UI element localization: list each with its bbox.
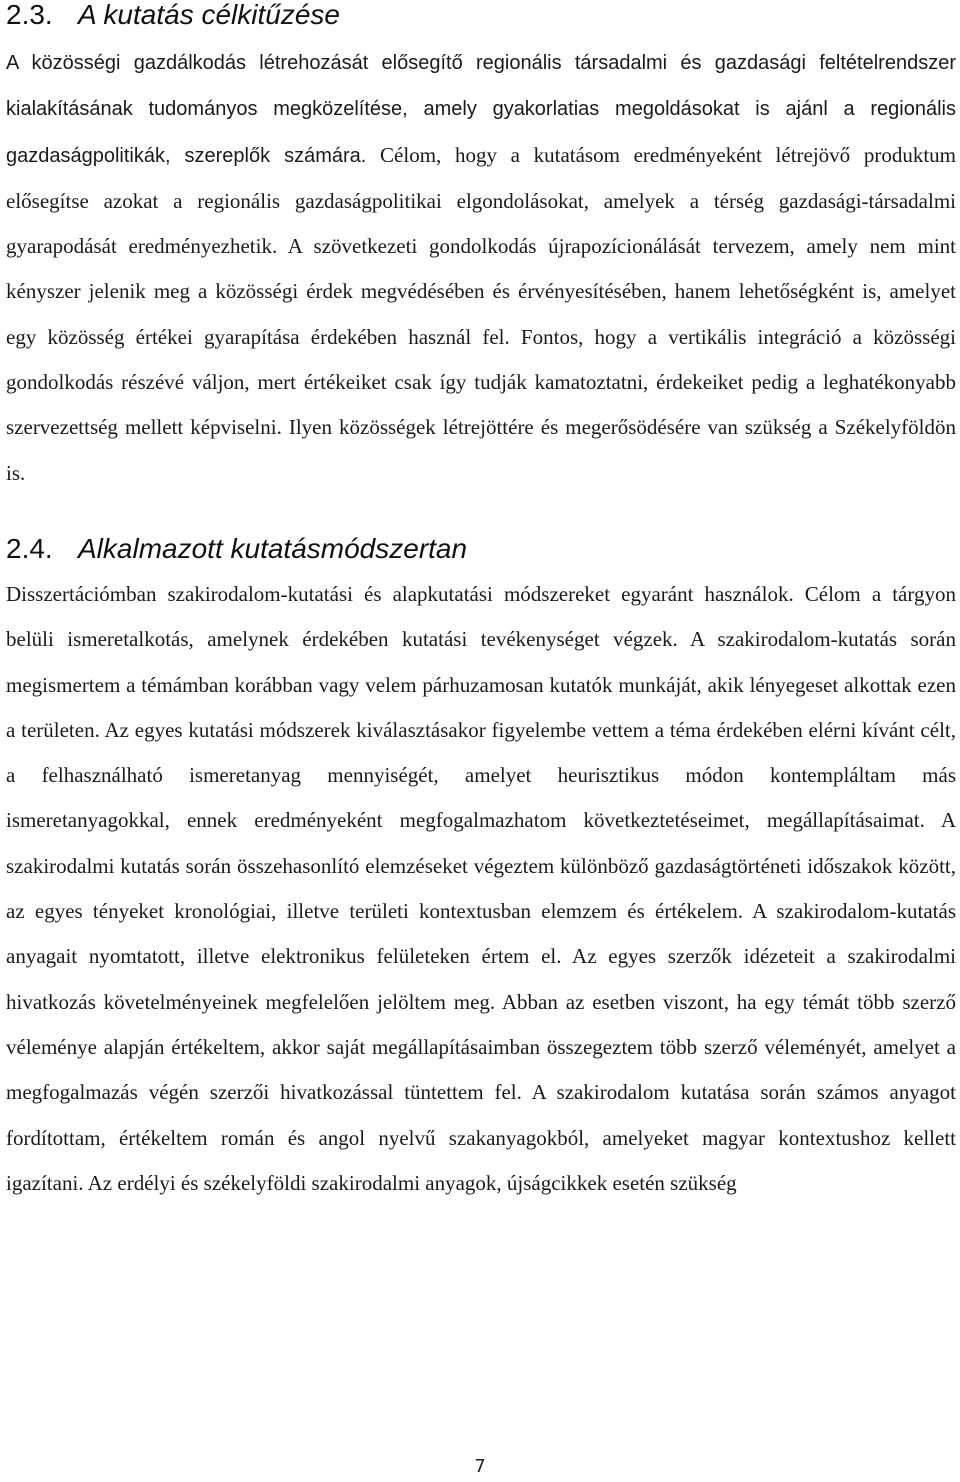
section-number: 2.4. xyxy=(6,532,53,564)
section-paragraph-methodology: Disszertációmban szakirodalom-kutatási és alapkutatási módszereket egyaránt használok. Célom a tárgyon belüli ismeretalkotás, amelynek érdekében kutatási tevékenységet végzek. A szakirodalom-kutatás során megismertem a témámban korábban vagy velem párhuzamosan kutatók munkáját, akik lényegeset alkottak ezen a területen. Az egyes kutatási módszerek kiválasztásakor figyelembe vettem a téma érdekében elérni kívánt célt, a felhasználható ismeretanyag mennyiségét, amelyet heurisztikus módon kontempláltam más ismeretanyagokkal, ennek eredményeként megfogalmazhatom következtetéseimet, megállapításaimat. A szakirodalmi kutatás során összehasonlító elemzéseket végeztem különböző gazdaságtörténeti időszakok között, az egyes tényeket kronológiai, illetve területi kontextusban elemzem és értékelem. A szakirodalom-kutatás anyagait nyomtatott, illetve elektronikus felületeken értem el. Az egyes szerzők idézeteit a szakirodalmi hivatkozás követelményeinek megfelelően jelöltem meg. Abban az esetben viszont, ha egy témát több szerző véleménye alapján értékeltem, akkor saját megállapításaimban összegeztem több szerző véleményét, amelyet a megfogalmazás végén szerzői hivatkozással tüntettem fel. A szakirodalom kutatása során számos anyagot fordítottam, értékeltem román és angol nyelvű szakanyagokból, amelyeket magyar kontextushoz kellett igazítani. Az erdélyi és székelyföldi szakirodalmi anyagok, újságcikkek esetén szükség xyxy=(6,581,956,1195)
paragraph-body-text: Célom, hogy a kutatásom eredményeként létrejövő produktum elősegítse azokat a regionális gazdaságpolitikai elgondolásokat, amelyek a térség gazdasági-társadalmi gyarapodását eredményezhetik. A szövetkezeti gondolkodás újrapozícionálását tervezem, amely nem mint kényszer jelenik meg a közösségi érdek megvédésében és érvényesítésében, hanem lehetőségként is, amelyet egy közösség értékei gyarapítása érdekében használ fel. Fontos, hogy a vertikális integráció a közösségi gondolkodás részévé váljon, mert értékeiket csak így tudják kamatoztatni, érdekeiket pedig a leghatékonyabb szervezettség mellett képviselni. Ilyen közösségek létrejöttére és megerősödésére van szükség a Székelyföldön is. xyxy=(6,142,957,485)
section-number: 2.3. xyxy=(6,0,53,30)
section-paragraph-objectives xyxy=(6,40,956,496)
paragraph-lead-text: A közösségi gazdálkodás létrehozását elősegítő regionális társadalmi és gazdasági feltételrendszer kialakításának tudományos megközelítése, amely gyakorlatias megoldásokat is ajánl a regionális gazdaságpolitikák, szereplők számára. xyxy=(6,52,956,167)
page-number: 7 xyxy=(474,1456,486,1477)
section-heading-2-3 xyxy=(6,0,956,34)
section-heading-2-4 xyxy=(6,532,956,572)
document-page xyxy=(6,0,956,1206)
section-title: A kutatás célkitűzése xyxy=(78,0,340,30)
section-title: Alkalmazott kutatásmódszertan xyxy=(78,532,468,564)
